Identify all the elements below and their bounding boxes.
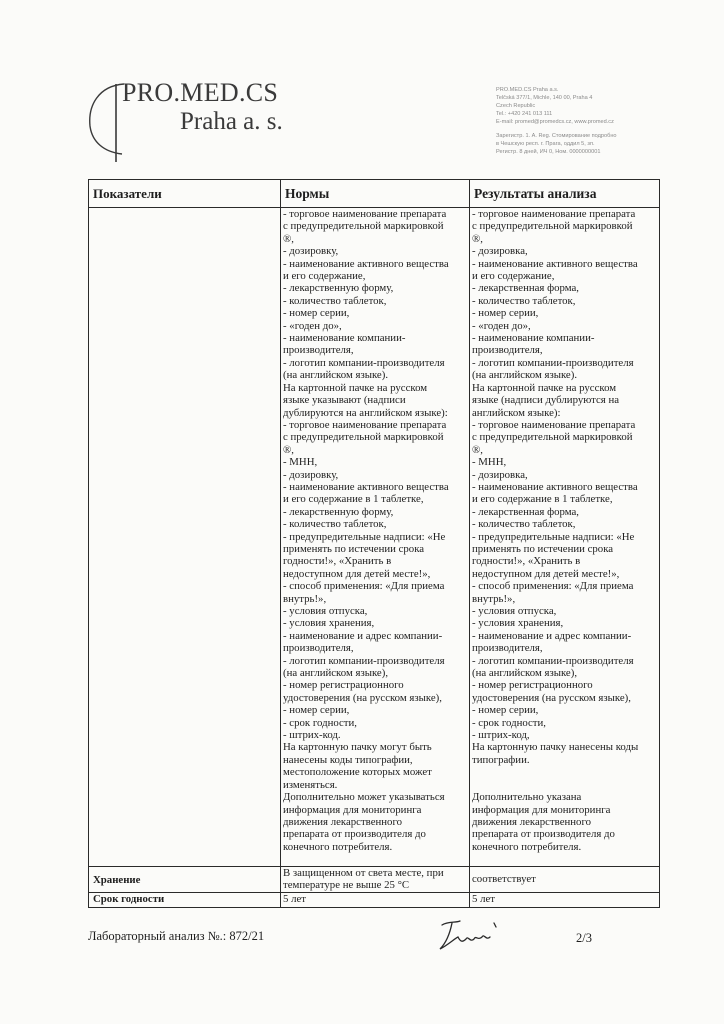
company-info-line: Telčská 377/1, Michle, 140 00, Praha 4 bbox=[496, 95, 593, 101]
results-line bbox=[472, 779, 657, 791]
company-contact-block bbox=[496, 86, 666, 156]
analysis-table bbox=[88, 179, 660, 908]
storage-norm-line: температуре не выше 25 °С bbox=[283, 879, 410, 892]
norms-line: Дополнительно может указываться bbox=[283, 791, 445, 804]
norms-line: - МНН, bbox=[283, 456, 318, 469]
logo-line-2: Praha a. s. bbox=[180, 108, 283, 135]
norms-line: движения лекарственного bbox=[283, 815, 403, 828]
norms-line: изменяться. bbox=[283, 778, 338, 791]
results-line: - дозировка, bbox=[472, 468, 528, 481]
norms-line: - номер серии, bbox=[283, 704, 350, 717]
results-line: языке (надписи дублируются на bbox=[472, 394, 620, 407]
results-line: - количество таблеток, bbox=[472, 294, 576, 307]
norms-line: с предупредительной маркировкой bbox=[283, 431, 444, 444]
results-line: внутрь!», bbox=[472, 592, 516, 605]
results-line: конечного потребителя. bbox=[472, 840, 582, 853]
norms-line: нанесены коды типографии, bbox=[283, 753, 413, 766]
norms-line: На картонной пачке на русском bbox=[283, 381, 428, 394]
norms-line: - наименование и адрес компании- bbox=[283, 629, 443, 642]
page-number: 2/3 bbox=[576, 931, 592, 945]
results-line: препарата от производителя до bbox=[472, 828, 615, 841]
storage-norm-line: В защищенном от света месте, при bbox=[283, 867, 444, 879]
results-line: движения лекарственного bbox=[472, 815, 592, 828]
norms-line: - логотип компании-производителя bbox=[283, 356, 445, 369]
results-line: ®, bbox=[472, 443, 483, 456]
norms-line: - номер регистрационного bbox=[283, 679, 404, 692]
table-row-shelf-life bbox=[89, 893, 660, 908]
results-line: английском языке): bbox=[472, 406, 561, 419]
results-line: производителя, bbox=[472, 344, 543, 357]
company-info-line: PRO.MED.CS Praha a.s. bbox=[496, 87, 559, 93]
norms-line: языке указывают (надписи bbox=[283, 394, 406, 407]
results-line: (на английском языке), bbox=[472, 667, 578, 680]
results-line: - МНН, bbox=[472, 456, 507, 469]
norms-line: применять по истечении срока bbox=[283, 542, 425, 555]
norms-line: - срок годности, bbox=[283, 716, 358, 729]
results-line: - «годен до», bbox=[472, 319, 531, 332]
company-info-line: E-mail: promed@promedcs.cz, www.promed.cz bbox=[496, 119, 614, 125]
results-line: (на английском языке). bbox=[472, 369, 578, 382]
results-line: - количество таблеток, bbox=[472, 518, 576, 531]
norms-line: конечного потребителя. bbox=[283, 840, 393, 853]
norms-line: - количество таблеток, bbox=[283, 294, 387, 307]
results-line: - наименование активного вещества bbox=[472, 257, 638, 270]
norms-line: - «годен до», bbox=[283, 319, 342, 332]
norms-line: внутрь!», bbox=[283, 592, 327, 605]
results-line: производителя, bbox=[472, 642, 543, 655]
norms-line: производителя, bbox=[283, 642, 354, 655]
results-line: информация для мониторинга bbox=[472, 803, 611, 816]
norms-line: - лекарственную форму, bbox=[283, 282, 394, 295]
results-line: - наименование активного вещества bbox=[472, 480, 638, 493]
norms-line: На картонную пачку могут быть bbox=[283, 741, 432, 754]
results-line: - условия хранения, bbox=[472, 617, 564, 630]
norms-line: производителя, bbox=[283, 344, 354, 357]
results-line: с предупредительной маркировкой bbox=[472, 431, 633, 444]
norms-line: и его содержание в 1 таблетке, bbox=[283, 493, 424, 506]
norms-line: (на английском языке). bbox=[283, 369, 389, 382]
results-line: На картонную пачку нанесены коды bbox=[472, 741, 639, 754]
norms-line: - логотип компании-производителя bbox=[283, 654, 445, 667]
company-info-line: Czech Republic bbox=[496, 103, 536, 109]
company-info-line: Зарегистр. 1. А. Reg. Стомирование подробно bbox=[496, 133, 617, 139]
results-line: и его содержание в 1 таблетке, bbox=[472, 493, 613, 506]
norms-line: удостоверения (на русском языке), bbox=[283, 691, 442, 704]
labeling-indicator-cell bbox=[89, 208, 281, 867]
norms-text-cell bbox=[281, 208, 470, 867]
table-row-storage bbox=[89, 867, 660, 893]
norms-line: ®, bbox=[283, 443, 294, 456]
results-line: ®, bbox=[472, 232, 483, 245]
table-row-labeling bbox=[89, 208, 660, 867]
norms-line: с предупредительной маркировкой bbox=[283, 220, 444, 233]
shelf-life-norm: 5 лет bbox=[281, 893, 470, 908]
norms-line: - способ применения: «Для приема bbox=[283, 580, 445, 593]
results-line: типографии. bbox=[472, 753, 530, 766]
norms-line: - наименование активного вещества bbox=[283, 480, 449, 493]
norms-line: - условия отпуска, bbox=[283, 605, 368, 617]
norms-line: - количество таблеток, bbox=[283, 518, 387, 531]
storage-norm bbox=[281, 867, 470, 893]
shelf-life-label: Срок годности bbox=[89, 893, 281, 908]
results-line: На картонной пачке на русском bbox=[472, 381, 617, 394]
norms-line: - условия хранения, bbox=[283, 617, 375, 630]
results-line bbox=[472, 766, 657, 778]
logo-line-1: PRO.MED.CS bbox=[122, 78, 279, 107]
results-line: - логотип компании-производителя bbox=[472, 654, 634, 667]
results-line: - номер серии, bbox=[472, 704, 539, 717]
norms-line: - наименование активного вещества bbox=[283, 257, 449, 270]
norms-line: - торговое наименование препарата bbox=[283, 208, 447, 220]
shelf-life-result: 5 лет bbox=[470, 893, 660, 908]
storage-result: соответствует bbox=[470, 867, 660, 893]
results-line: - способ применения: «Для приема bbox=[472, 580, 634, 593]
results-line: с предупредительной маркировкой bbox=[472, 220, 633, 233]
results-line: - предупредительные надписи: «Не bbox=[472, 530, 635, 543]
header-norms: Нормы bbox=[281, 180, 470, 208]
norms-line: местоположение которых может bbox=[283, 766, 432, 779]
results-line: удостоверения (на русском языке), bbox=[472, 691, 631, 704]
results-line: - наименование компании- bbox=[472, 332, 595, 345]
norms-line: годности!», «Хранить в bbox=[283, 555, 392, 568]
results-line: - логотип компании-производителя bbox=[472, 356, 634, 369]
norms-line: - наименование компании- bbox=[283, 332, 406, 345]
norms-line: препарата от производителя до bbox=[283, 828, 426, 841]
norms-line: ®, bbox=[283, 232, 294, 245]
results-line: Дополнительно указана bbox=[472, 791, 582, 804]
results-line: - торговое наименование препарата bbox=[472, 418, 636, 431]
results-line: недоступном для детей месте!», bbox=[472, 567, 620, 580]
lab-analysis-number: Лабораторный анализ №.: 872/21 bbox=[88, 929, 265, 943]
handwritten-signature bbox=[436, 915, 516, 955]
results-line: - наименование и адрес компании- bbox=[472, 629, 632, 642]
company-info-line: в Чешскую респ. г. Прага, оддил 5, зп. bbox=[496, 141, 595, 147]
company-logo bbox=[84, 76, 324, 166]
norms-line: - дозировку, bbox=[283, 468, 339, 481]
results-line: и его содержание, bbox=[472, 270, 555, 283]
results-line: - номер регистрационного bbox=[472, 679, 593, 692]
norms-line: - номер серии, bbox=[283, 307, 350, 320]
table-header-row bbox=[89, 180, 660, 208]
results-line: - номер серии, bbox=[472, 307, 539, 320]
norms-line: - дозировку, bbox=[283, 245, 339, 258]
results-line: - штрих-код, bbox=[472, 729, 530, 742]
company-info-line: Регистр. 8 дней, ИЧ 0, Ном. 0000000001 bbox=[496, 149, 601, 155]
norms-line: и его содержание, bbox=[283, 270, 366, 283]
norms-line: - предупредительные надписи: «Не bbox=[283, 530, 446, 543]
norms-line: дублируются на английском языке): bbox=[283, 406, 448, 419]
results-line: годности!», «Хранить в bbox=[472, 555, 581, 568]
header-indicators: Показатели bbox=[89, 180, 281, 208]
norms-line: - торговое наименование препарата bbox=[283, 418, 447, 431]
header-results: Результаты анализа bbox=[470, 180, 660, 208]
results-line: - торговое наименование препарата bbox=[472, 208, 636, 220]
storage-label: Хранение bbox=[89, 867, 281, 893]
results-line: - дозировка, bbox=[472, 245, 528, 258]
results-line: - лекарственная форма, bbox=[472, 282, 579, 295]
company-info-line: Tel.: +420 241 013 111 bbox=[496, 111, 553, 117]
results-line: - условия отпуска, bbox=[472, 605, 557, 617]
norms-line: (на английском языке), bbox=[283, 667, 389, 680]
norms-line: - лекарственную форму, bbox=[283, 505, 394, 518]
norms-line: недоступном для детей месте!», bbox=[283, 567, 431, 580]
norms-line: - штрих-код. bbox=[283, 729, 341, 742]
results-line: применять по истечении срока bbox=[472, 542, 614, 555]
results-line: - срок годности, bbox=[472, 716, 547, 729]
results-line: - лекарственная форма, bbox=[472, 505, 579, 518]
norms-line: информация для мониторинга bbox=[283, 803, 422, 816]
results-text-cell bbox=[470, 208, 660, 867]
